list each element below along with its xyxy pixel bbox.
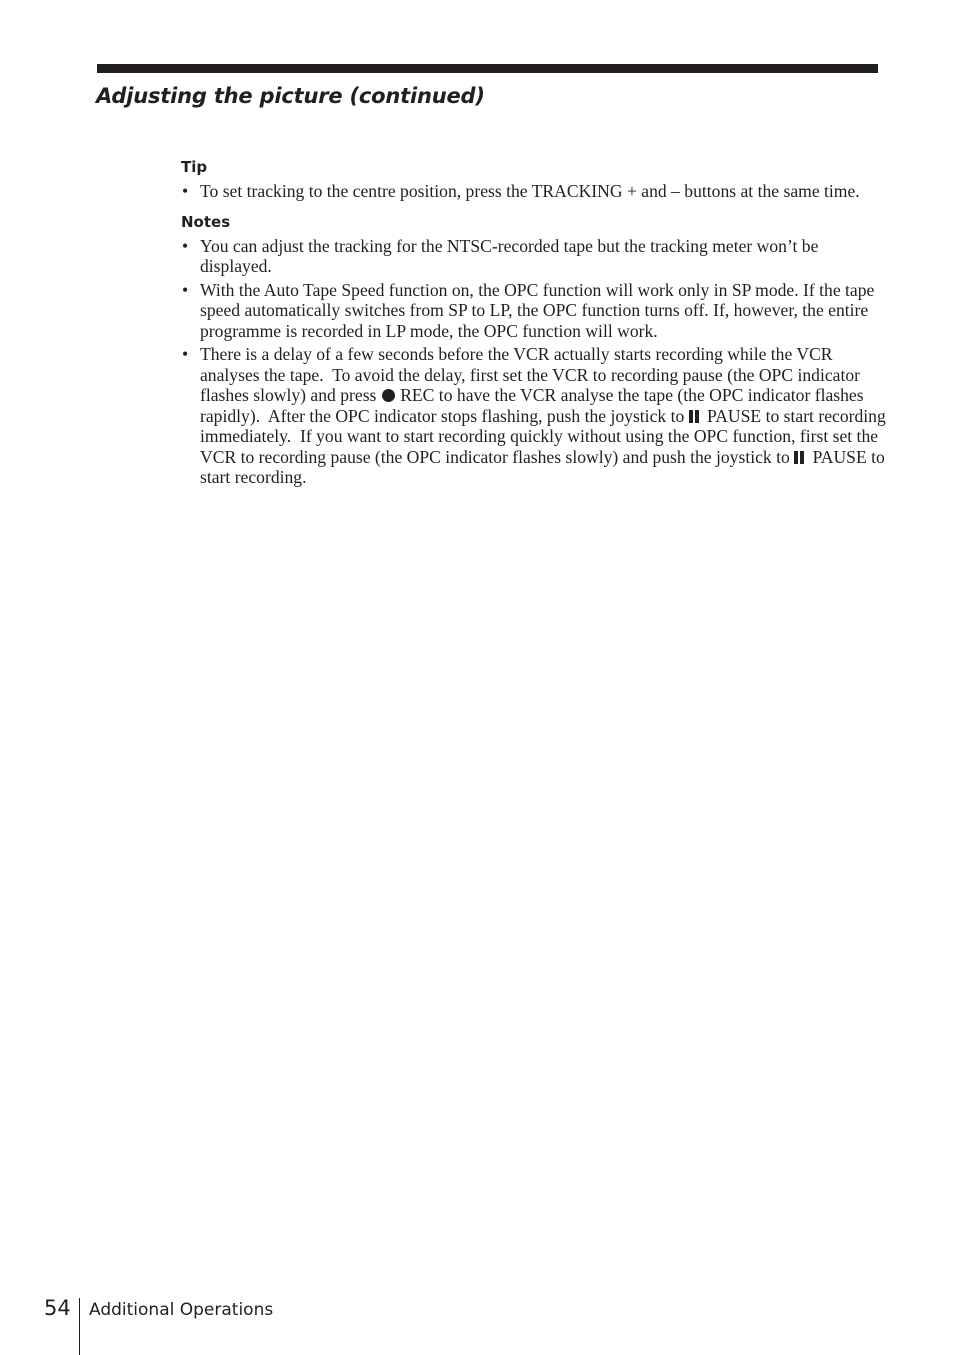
list-item — [181, 236, 886, 277]
footer-section-title: Additional Operations — [89, 1300, 274, 1320]
page-number: 54 — [44, 1296, 71, 1320]
record-circle-icon — [382, 389, 395, 402]
notes-list — [181, 236, 886, 488]
list-item — [181, 181, 886, 202]
main-content — [181, 156, 886, 488]
note-text-part: REC to have the VCR analyse the tape (the OPC indicator flashes rapidly). After the OPC indicator stops flashing, push the joystick to — [200, 385, 864, 426]
note-text: You can adjust the tracking for the NTSC-recorded tape but the tracking meter won’t be displayed. — [200, 235, 819, 276]
tip-list — [181, 181, 886, 202]
header-rule — [97, 64, 878, 73]
bullet-icon: • — [182, 279, 189, 300]
page-title: Adjusting the picture (continued) — [96, 84, 485, 108]
pause-bars-icon — [689, 407, 701, 428]
notes-heading: Notes — [181, 212, 231, 231]
tip-heading: Tip — [181, 158, 208, 176]
list-item — [181, 344, 886, 488]
note-text-part: PAUSE to start recording immediately. If you want to start recording quickly without using the OPC function, first set the VCR to recording pause (the OPC indicator flashes slowly) and push the joystick to — [200, 405, 886, 467]
bullet-icon: • — [182, 235, 189, 256]
note-text-part: There is a delay of a few seconds before the VCR actually starts recording while the VCR analyses the tape. To avoid the delay, first set the VCR to recording pause (the OPC indicator flashes slowly) and press — [200, 344, 861, 405]
bullet-icon: • — [182, 181, 189, 201]
note-text: With the Auto Tape Speed function on, the OPC function will work only in SP mode. If the tape speed automatically switches from SP to LP, the OPC function turns off. If, however, the entire programme is recorded in LP mode, the OPC function will work. — [200, 279, 875, 341]
bullet-icon: • — [182, 344, 189, 364]
footer-divider — [79, 1298, 80, 1355]
pause-bars-icon — [794, 448, 806, 469]
note-text-part: PAUSE to start recording. — [200, 446, 885, 487]
tip-text: To set tracking to the centre position, press the TRACKING + and – buttons at the same time. — [200, 181, 860, 201]
list-item — [181, 280, 886, 342]
